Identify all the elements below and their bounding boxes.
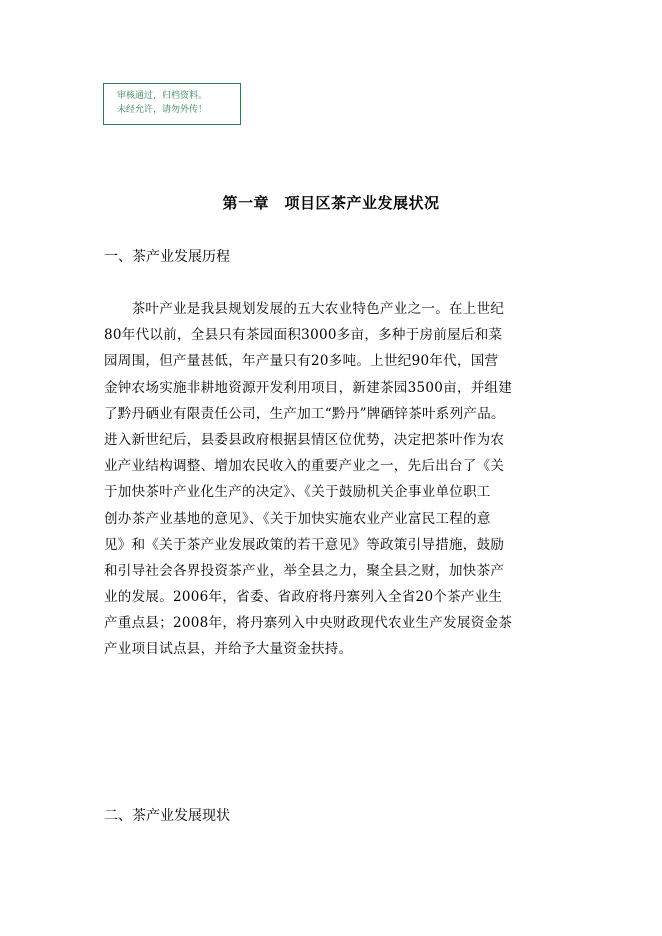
paragraph-line: 于加快茶叶产业化生产的决定》、《关于鼓励机关企事业单位职工 bbox=[104, 484, 491, 501]
history-paragraph bbox=[104, 296, 564, 663]
approval-stamp bbox=[103, 83, 241, 125]
paragraph-line: 了黔丹硒业有限责任公司，生产加工“黔丹”牌硒锌茶叶系列产品。 bbox=[104, 405, 505, 422]
paragraph-line: 见》和《关于茶产业发展政策的若干意见》等政策引导措施，鼓励 bbox=[104, 536, 505, 553]
paragraph-line: 业产业结构调整、增加农民收入的重要产业之一，先后出台了《关 bbox=[104, 458, 505, 475]
section-heading-status: 二、茶产业发展现状 bbox=[104, 808, 230, 824]
paragraph-line: 园周围，但产量甚低，年产量只有20多吨。上世纪90年代，国营 bbox=[104, 353, 499, 370]
paragraph-line: 80年代以前，全县只有茶园面积3000多亩，多种于房前屋后和菜 bbox=[104, 327, 503, 344]
stamp-line-2: 未经允许，请勿外传！ bbox=[117, 105, 208, 115]
paragraph-line: 进入新世纪后，县委县政府根据县情区位优势，决定把茶叶作为农 bbox=[104, 431, 505, 448]
paragraph-line: 和引导社会各界投资茶产业，举全县之力，聚全县之财，加快茶产 bbox=[104, 562, 505, 579]
paragraph-line: 茶叶产业是我县规划发展的五大农业特色产业之一。在上世纪 bbox=[104, 301, 505, 317]
paragraph-line: 产业项目试点县，并给予大量资金扶持。 bbox=[104, 641, 353, 658]
chapter-title: 第一章 项目区茶产业发展状况 bbox=[222, 194, 440, 212]
paragraph-line: 金钟农场实施非耕地资源开发利用项目，新建茶园3500亩，并组建 bbox=[104, 379, 513, 396]
section-heading-history: 一、茶产业发展历程 bbox=[104, 249, 230, 265]
paragraph-line: 产重点县；2008年，将丹寨列入中央财政现代农业生产发展资金茶 bbox=[104, 615, 513, 632]
paragraph-line: 业的发展。2006年，省委、省政府将丹寨列入全省20个茶产业生 bbox=[104, 589, 503, 606]
paragraph-line: 创办茶产业基地的意见》、《关于加快实施农业产业富民工程的意 bbox=[104, 510, 491, 527]
stamp-line-1: 审核通过，归档资料。 bbox=[117, 91, 208, 101]
